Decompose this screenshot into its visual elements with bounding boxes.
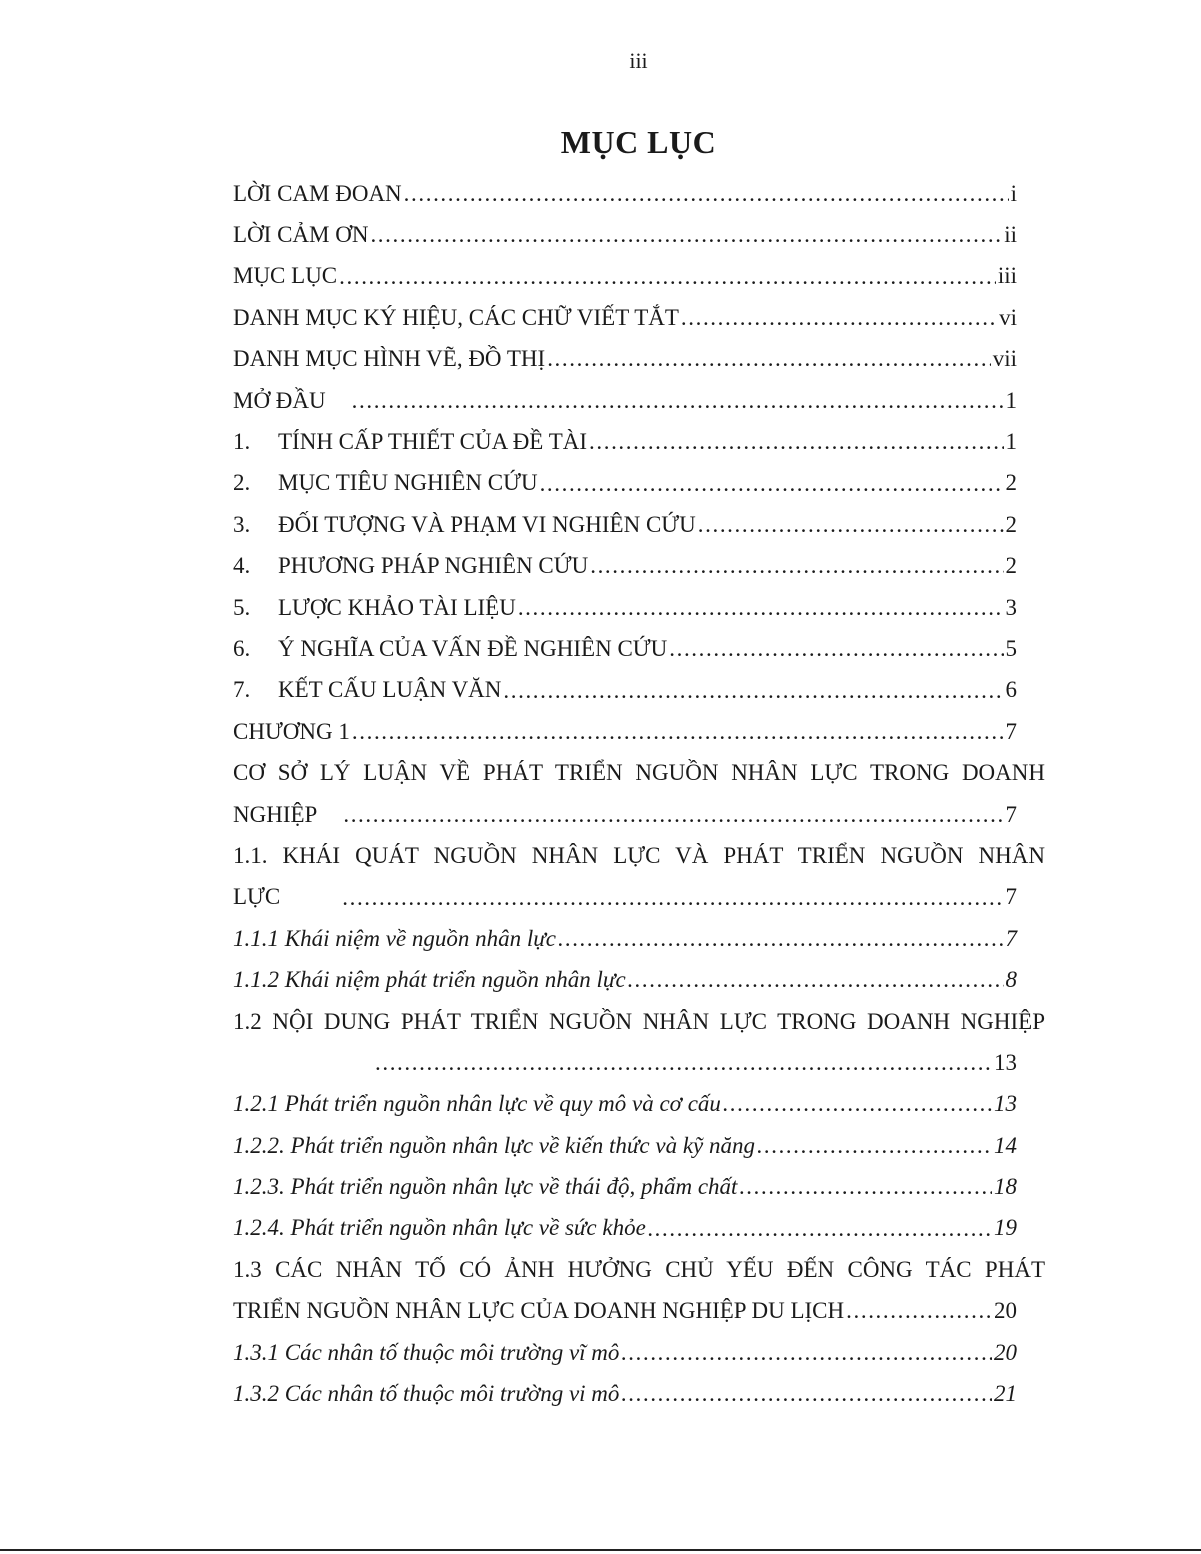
- toc-entry-text: MỤC LỤC: [233, 263, 338, 289]
- toc-entry: [233, 297, 1017, 338]
- toc-entry-page: 2: [1005, 511, 1017, 537]
- toc-entry: [233, 173, 1017, 214]
- toc-entry-text: 1.2.3. Phát triển nguồn nhân lực về thái độ, phẩm chất: [233, 1174, 738, 1200]
- toc-entry-text: 1.3 CÁC NHÂN TỐ CÓ ẢNH HƯỞNG CHỦ YẾU ĐẾN CÔNG TÁC PHÁT: [233, 1257, 1045, 1283]
- toc-entry-text: 1.2.4. Phát triển nguồn nhân lực về sức khỏe: [233, 1215, 646, 1241]
- page-number: iii: [629, 48, 648, 73]
- table-of-contents: [233, 173, 1045, 1415]
- dot-leader: [621, 1339, 992, 1367]
- toc-entry-page: 18: [994, 1174, 1017, 1200]
- toc-entry: [233, 711, 1017, 752]
- dot-leader: [352, 387, 1004, 415]
- toc-entry-page: iii: [997, 263, 1017, 289]
- toc-entry: [233, 1166, 1017, 1207]
- toc-entry-page: 1: [1005, 429, 1017, 455]
- toc-entry-page: 7: [1005, 925, 1017, 951]
- dot-leader: [343, 801, 1003, 829]
- toc-entry-text: 1.2 NỘI DUNG PHÁT TRIỂN NGUỒN NHÂN LỰC TRONG DOANH NGHIỆP: [233, 1008, 1045, 1034]
- toc-entry: [233, 1249, 1045, 1290]
- toc-entry-text: ĐỐI TƯỢNG VÀ PHẠM VI NGHIÊN CỨU: [278, 511, 696, 537]
- toc-entry-page: i: [1010, 180, 1017, 206]
- toc-entry-page: 19: [994, 1215, 1017, 1241]
- toc-entry: [233, 256, 1017, 297]
- toc-entry: [233, 380, 1017, 421]
- toc-entry-number: 6.: [233, 635, 251, 661]
- toc-entry-page: 7: [1005, 801, 1017, 827]
- dot-leader: [698, 511, 1004, 539]
- toc-entry-text: 1.3.2 Các nhân tố thuộc môi trường vi mô: [233, 1381, 620, 1407]
- toc-entry: [233, 1208, 1017, 1249]
- toc-entry-page: 5: [1005, 635, 1017, 661]
- toc-entry: [233, 546, 1017, 587]
- page-bottom-border: [0, 1549, 1201, 1551]
- toc-entry: [233, 1084, 1017, 1125]
- toc-entry-page: vi: [999, 304, 1017, 330]
- toc-entry-page: 3: [1005, 594, 1017, 620]
- toc-entry: [233, 421, 1017, 462]
- toc-entry-page: 6: [1005, 677, 1017, 703]
- dot-leader: [590, 552, 1003, 580]
- toc-entry: [233, 959, 1017, 1000]
- toc-entry: [233, 1042, 1017, 1083]
- toc-entry-text: 1.2.2. Phát triển nguồn nhân lực về kiến thức và kỹ năng: [233, 1132, 756, 1158]
- toc-entry-page: 21: [994, 1381, 1017, 1407]
- toc-entry: [233, 339, 1017, 380]
- toc-entry-text: LỜI CAM ĐOAN: [233, 180, 402, 206]
- toc-entry: [233, 587, 1017, 628]
- toc-entry: [233, 1373, 1017, 1414]
- dot-leader: [342, 884, 1003, 912]
- toc-entry: [233, 1001, 1045, 1042]
- toc-entry-text: LỜI CẢM ƠN: [233, 222, 369, 248]
- page-title: MỤC LỤC: [560, 124, 717, 160]
- toc-entry: [233, 794, 1017, 835]
- dot-leader: [739, 1173, 992, 1201]
- dot-leader: [375, 1049, 992, 1077]
- toc-entry: [233, 214, 1017, 255]
- dot-leader: [648, 1215, 992, 1243]
- dot-leader: [681, 304, 997, 332]
- toc-entry-text: LƯỢC KHẢO TÀI LIỆU: [278, 594, 516, 620]
- toc-entry-page: 13: [994, 1049, 1017, 1075]
- dot-leader: [628, 966, 1004, 994]
- toc-entry-text: Ý NGHĨA CỦA VẤN ĐỀ NGHIÊN CỨU: [278, 635, 668, 661]
- toc-entry-text: MỞ ĐẦU: [233, 387, 326, 413]
- toc-entry-text: 1.1. KHÁI QUÁT NGUỒN NHÂN LỰC VÀ PHÁT TRIỂN NGUỒN NHÂN: [233, 843, 1045, 869]
- dot-leader: [621, 1380, 992, 1408]
- toc-entry-text: LỰC: [233, 884, 281, 910]
- toc-entry-number: 1.: [233, 429, 251, 455]
- toc-entry-page: 20: [994, 1298, 1017, 1324]
- toc-entry-text: 1.2.1 Phát triển nguồn nhân lực về quy mô và cơ cấu: [233, 1091, 721, 1117]
- toc-entry-text: TÍNH CẤP THIẾT CỦA ĐỀ TÀI: [278, 429, 588, 455]
- toc-entry: [233, 463, 1017, 504]
- toc-entry: [233, 918, 1017, 959]
- toc-entry: [233, 670, 1017, 711]
- toc-entry-text: 1.3.1 Các nhân tố thuộc môi trường vĩ mô: [233, 1339, 620, 1365]
- toc-entry-page: 13: [994, 1091, 1017, 1117]
- toc-entry: [233, 752, 1045, 793]
- toc-entry-page: 20: [994, 1339, 1017, 1365]
- toc-entry-page: 1: [1005, 387, 1017, 413]
- toc-entry-text: CƠ SỞ LÝ LUẬN VỀ PHÁT TRIỂN NGUỒN NHÂN LỰC TRONG DOANH: [233, 760, 1045, 786]
- toc-entry-number: 5.: [233, 594, 251, 620]
- toc-entry: [233, 504, 1017, 545]
- toc-entry-text: MỤC TIÊU NGHIÊN CỨU: [278, 470, 538, 496]
- dot-leader: [518, 594, 1004, 622]
- toc-entry-page: 8: [1005, 967, 1017, 993]
- toc-entry-number: 2.: [233, 470, 251, 496]
- toc-entry: [233, 1332, 1017, 1373]
- toc-entry-page: 2: [1005, 553, 1017, 579]
- toc-entry-number: 4.: [233, 553, 251, 579]
- dot-leader: [589, 428, 1003, 456]
- toc-entry-number: 3.: [233, 511, 251, 537]
- dot-leader: [404, 180, 1009, 208]
- dot-leader: [547, 345, 991, 373]
- dot-leader: [352, 718, 1004, 746]
- toc-entry-text: PHƯƠNG PHÁP NGHIÊN CỨU: [278, 553, 589, 579]
- dot-leader: [339, 263, 996, 291]
- toc-entry-text: 1.1.1 Khái niệm về nguồn nhân lực: [233, 925, 556, 951]
- toc-entry: [233, 1125, 1017, 1166]
- toc-entry-page: 2: [1005, 470, 1017, 496]
- toc-entry-text: DANH MỤC HÌNH VẼ, ĐỒ THỊ: [233, 346, 546, 372]
- toc-entry-text: NGHIỆP: [233, 801, 318, 827]
- toc-entry: [233, 628, 1017, 669]
- toc-entry-page: 7: [1005, 718, 1017, 744]
- dot-leader: [723, 1090, 992, 1118]
- toc-entry: [233, 835, 1045, 876]
- toc-entry: [233, 1291, 1017, 1332]
- toc-entry-text: CHƯƠNG 1: [233, 718, 350, 744]
- dot-leader: [540, 470, 1004, 498]
- toc-entry-page: 14: [994, 1132, 1017, 1158]
- dot-leader: [757, 1132, 992, 1160]
- toc-entry-text: DANH MỤC KÝ HIỆU, CÁC CHỮ VIẾT TẮT: [233, 304, 679, 330]
- toc-entry-page: ii: [1004, 222, 1017, 248]
- toc-entry-page: 7: [1005, 884, 1017, 910]
- dot-leader: [503, 677, 1003, 705]
- dot-leader: [370, 221, 1002, 249]
- toc-entry-page: vii: [992, 346, 1017, 372]
- toc-entry-text: KẾT CẤU LUẬN VĂN: [278, 677, 502, 703]
- dot-leader: [669, 635, 1003, 663]
- toc-entry: [233, 877, 1017, 918]
- dot-leader: [846, 1297, 992, 1325]
- toc-entry-text: 1.1.2 Khái niệm phát triển nguồn nhân lực: [233, 967, 626, 993]
- toc-entry-text: TRIỂN NGUỒN NHÂN LỰC CỦA DOANH NGHIỆP DU LỊCH: [233, 1298, 845, 1324]
- dot-leader: [558, 925, 1004, 953]
- toc-entry-number: 7.: [233, 677, 251, 703]
